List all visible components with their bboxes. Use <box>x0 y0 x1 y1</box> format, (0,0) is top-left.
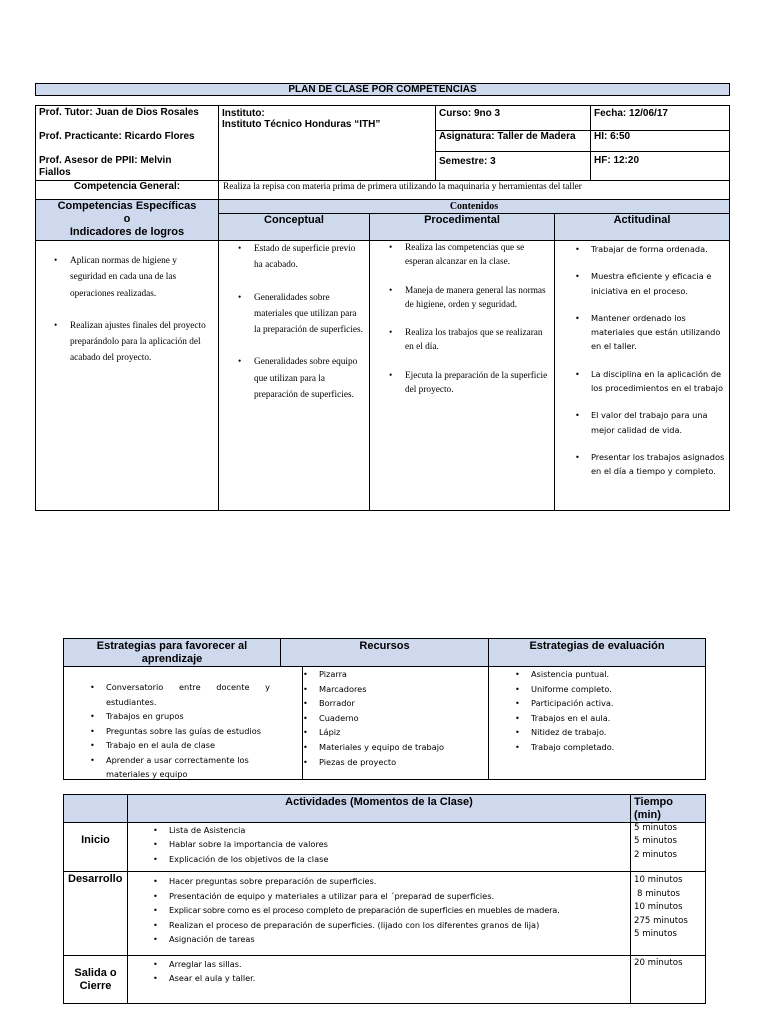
list-item: • Lápiz <box>319 725 484 740</box>
grid-line <box>630 794 631 1004</box>
list-item: • Conversatorio entre docente y estudiantes. <box>106 680 270 709</box>
grid-line <box>435 151 730 152</box>
instituto-value: Instituto Técnico Honduras “ITH” <box>222 119 381 130</box>
time-value: 275 minutos <box>634 915 688 926</box>
list-item: • Arreglar las sillas. <box>169 957 624 971</box>
list-item: • Ejecuta la preparación de la superficie del proyecto. <box>405 369 549 398</box>
fecha-text: Fecha: 12/06/17 <box>594 108 668 119</box>
asesor-line: Fiallos <box>39 167 71 178</box>
time-value: 20 minutos <box>634 958 683 968</box>
list-item: • Presentar los trabajos asignados en el día a tiempo y completo. <box>591 450 725 479</box>
competencias-header-line: Competencias Específicas <box>57 200 197 212</box>
evaluacion-header: Estrategias de evaluación <box>529 640 665 652</box>
time-value: 5 minutos <box>634 836 677 847</box>
indicadores-list <box>70 253 214 367</box>
list-item: • Participación activa. <box>531 696 701 711</box>
cierre-label <box>64 967 127 993</box>
time-value: 10 minutos <box>634 875 683 885</box>
grid-line <box>590 105 591 180</box>
grid-line <box>488 638 489 780</box>
list-item: • Realiza las competencias que se esperan alcanzar en la clase. <box>405 241 549 270</box>
grid-line <box>35 240 730 241</box>
list-item: • La disciplina en la aplicación de los procedimientos en el trabajo <box>591 367 725 396</box>
hf-text: HF: 12:20 <box>594 155 640 166</box>
conceptual-header: Conceptual <box>264 214 324 226</box>
list-item: • Asignación de tareas <box>169 932 627 947</box>
plan-title-text: PLAN DE CLASE POR COMPETENCIAS <box>288 84 477 95</box>
competencias-header-line: Indicadores de logros <box>69 226 185 238</box>
grid-line <box>63 871 706 872</box>
list-item: • Lista de Asistencia <box>169 823 624 837</box>
estrategias-aprendizaje-header <box>64 640 280 666</box>
list-item: • Hacer preguntas sobre preparación de superficies. <box>169 874 627 889</box>
list-item: • Uniforme completo. <box>531 682 701 697</box>
list-item: • Generalidades sobre equipo que utilizan para la preparación de superficies. <box>254 354 364 403</box>
inicio-list <box>169 823 624 866</box>
instituto-cell <box>222 108 380 130</box>
grid-line <box>435 105 436 180</box>
list-item: • Muestra eficiente y eficacia e iniciativa en el proceso. <box>591 269 725 298</box>
grid-line <box>127 794 128 1004</box>
tutor-text: Prof. Tutor: Juan de Dios Rosales <box>39 107 199 118</box>
actitudinal-header: Actitudinal <box>613 214 671 226</box>
list-item: • Asistencia puntual. <box>531 667 701 682</box>
instituto-label: Instituto: <box>222 108 265 119</box>
grid-line <box>369 213 370 511</box>
conceptual-list <box>254 241 364 403</box>
list-item: • El valor del trabajo para una mejor calidad de vida. <box>591 408 725 437</box>
list-item: • Trabajos en el aula. <box>531 711 701 726</box>
tiempo-header <box>634 796 673 821</box>
header-line: aprendizaje <box>141 653 203 665</box>
cierre-label-line: Cierre <box>79 980 112 992</box>
grid-line <box>218 105 219 511</box>
inicio-label: Inicio <box>81 834 110 846</box>
aprendizaje-list <box>106 680 270 782</box>
list-item: • Piezas de proyecto <box>319 755 484 770</box>
list-item: • Nitidez de trabajo. <box>531 725 701 740</box>
procedimental-header: Procedimental <box>424 214 500 226</box>
desarrollo-label: Desarrollo <box>68 873 123 885</box>
competencias-header-line: o <box>123 213 131 225</box>
asesor-text <box>39 155 171 179</box>
procedimental-list <box>405 241 549 397</box>
tiempo-header-line: Tiempo <box>634 796 673 808</box>
hi-text: HI: 6:50 <box>594 131 631 142</box>
competencia-general-value: Realiza la repisa con materia prima de primera utilizando la maquinaria y herramientas del taller <box>223 182 582 192</box>
recursos-header: Recursos <box>359 640 410 652</box>
list-item: • Trabajos en grupos <box>106 709 270 724</box>
actitudinal-list <box>591 242 725 479</box>
list-item: • Hablar sobre la importancia de valores <box>169 837 624 851</box>
list-item: • Maneja de manera general las normas de higiene, orden y seguridad. <box>405 284 549 313</box>
asesor-line: Prof. Asesor de PPII: Melvin <box>39 155 172 166</box>
list-item: • Presentación de equipo y materiales a utilizar para el ´preparad de superficies. <box>169 889 627 904</box>
time-value: 8 minutos <box>637 888 680 899</box>
evaluacion-list <box>531 667 701 755</box>
grid-line <box>554 213 555 511</box>
list-item: • Estado de superficie previo ha acabado. <box>254 241 364 274</box>
cierre-label-line: Salida o <box>74 967 117 979</box>
asignatura-text: Asignatura: Taller de Madera <box>439 131 576 142</box>
list-item: • Preguntas sobre las guías de estudios <box>106 724 270 739</box>
list-item: • Aprender a usar correctamente los materiales y equipo <box>106 753 270 782</box>
recursos-list <box>319 667 484 769</box>
plan-title <box>35 83 730 96</box>
header-line: Estrategias para favorecer al <box>96 640 248 652</box>
list-item: • Pizarra <box>319 667 484 682</box>
desarrollo-times <box>634 874 688 942</box>
semestre-text: Semestre: 3 <box>439 156 496 167</box>
list-item: • Borrador <box>319 696 484 711</box>
actividades-header: Actividades (Momentos de la Clase) <box>285 796 473 808</box>
grid-line <box>63 955 706 956</box>
practicante-text: Prof. Practicante: Ricardo Flores <box>39 131 195 142</box>
list-item: • Trabajo en el aula de clase <box>106 738 270 753</box>
time-value: 2 minutos <box>634 849 677 860</box>
contenidos-header: Contenidos <box>449 201 499 212</box>
list-item: • Realizan ajustes finales del proyecto preparándolo para la aplicación del acabado del proyecto. <box>70 318 214 367</box>
list-item: • Generalidades sobre materiales que utilizan para la preparación de superficies. <box>254 290 364 339</box>
inicio-times <box>634 822 677 862</box>
cierre-list <box>169 957 624 986</box>
time-value: 10 minutos <box>634 902 683 913</box>
list-item: • Asear el aula y taller. <box>169 971 624 985</box>
list-item: • Explicación de los objetivos de la clase <box>169 852 624 866</box>
tiempo-header-line: (min) <box>634 808 661 821</box>
list-item: • Marcadores <box>319 682 484 697</box>
competencias-header <box>36 200 218 239</box>
list-item: • Realizan el proceso de preparación de superficies. (lijado con los diferentes granos de lija) <box>169 918 627 933</box>
list-item: • Trabajo completado. <box>531 740 701 755</box>
curso-text: Curso: 9no 3 <box>439 108 501 119</box>
list-item: • Aplican normas de higiene y seguridad en cada una de las operaciones realizadas. <box>70 253 214 302</box>
time-value: 5 minutos <box>634 823 677 833</box>
desarrollo-list <box>169 874 627 947</box>
time-value: 5 minutos <box>634 929 677 940</box>
list-item: • Mantener ordenado los materiales que están utilizando en el taller. <box>591 311 725 354</box>
list-item: • Materiales y equipo de trabajo <box>319 740 484 755</box>
list-item: • Explicar sobre como es el proceso completo de preparación de superficies en muebles de madera. <box>169 903 627 918</box>
list-item: • Cuaderno <box>319 711 484 726</box>
cierre-times <box>634 957 682 970</box>
competencia-general-label: Competencia General: <box>73 181 181 192</box>
list-item: • Trabajar de forma ordenada. <box>591 242 725 256</box>
list-item: • Realiza los trabajos que se realizaran en el día. <box>405 326 549 355</box>
